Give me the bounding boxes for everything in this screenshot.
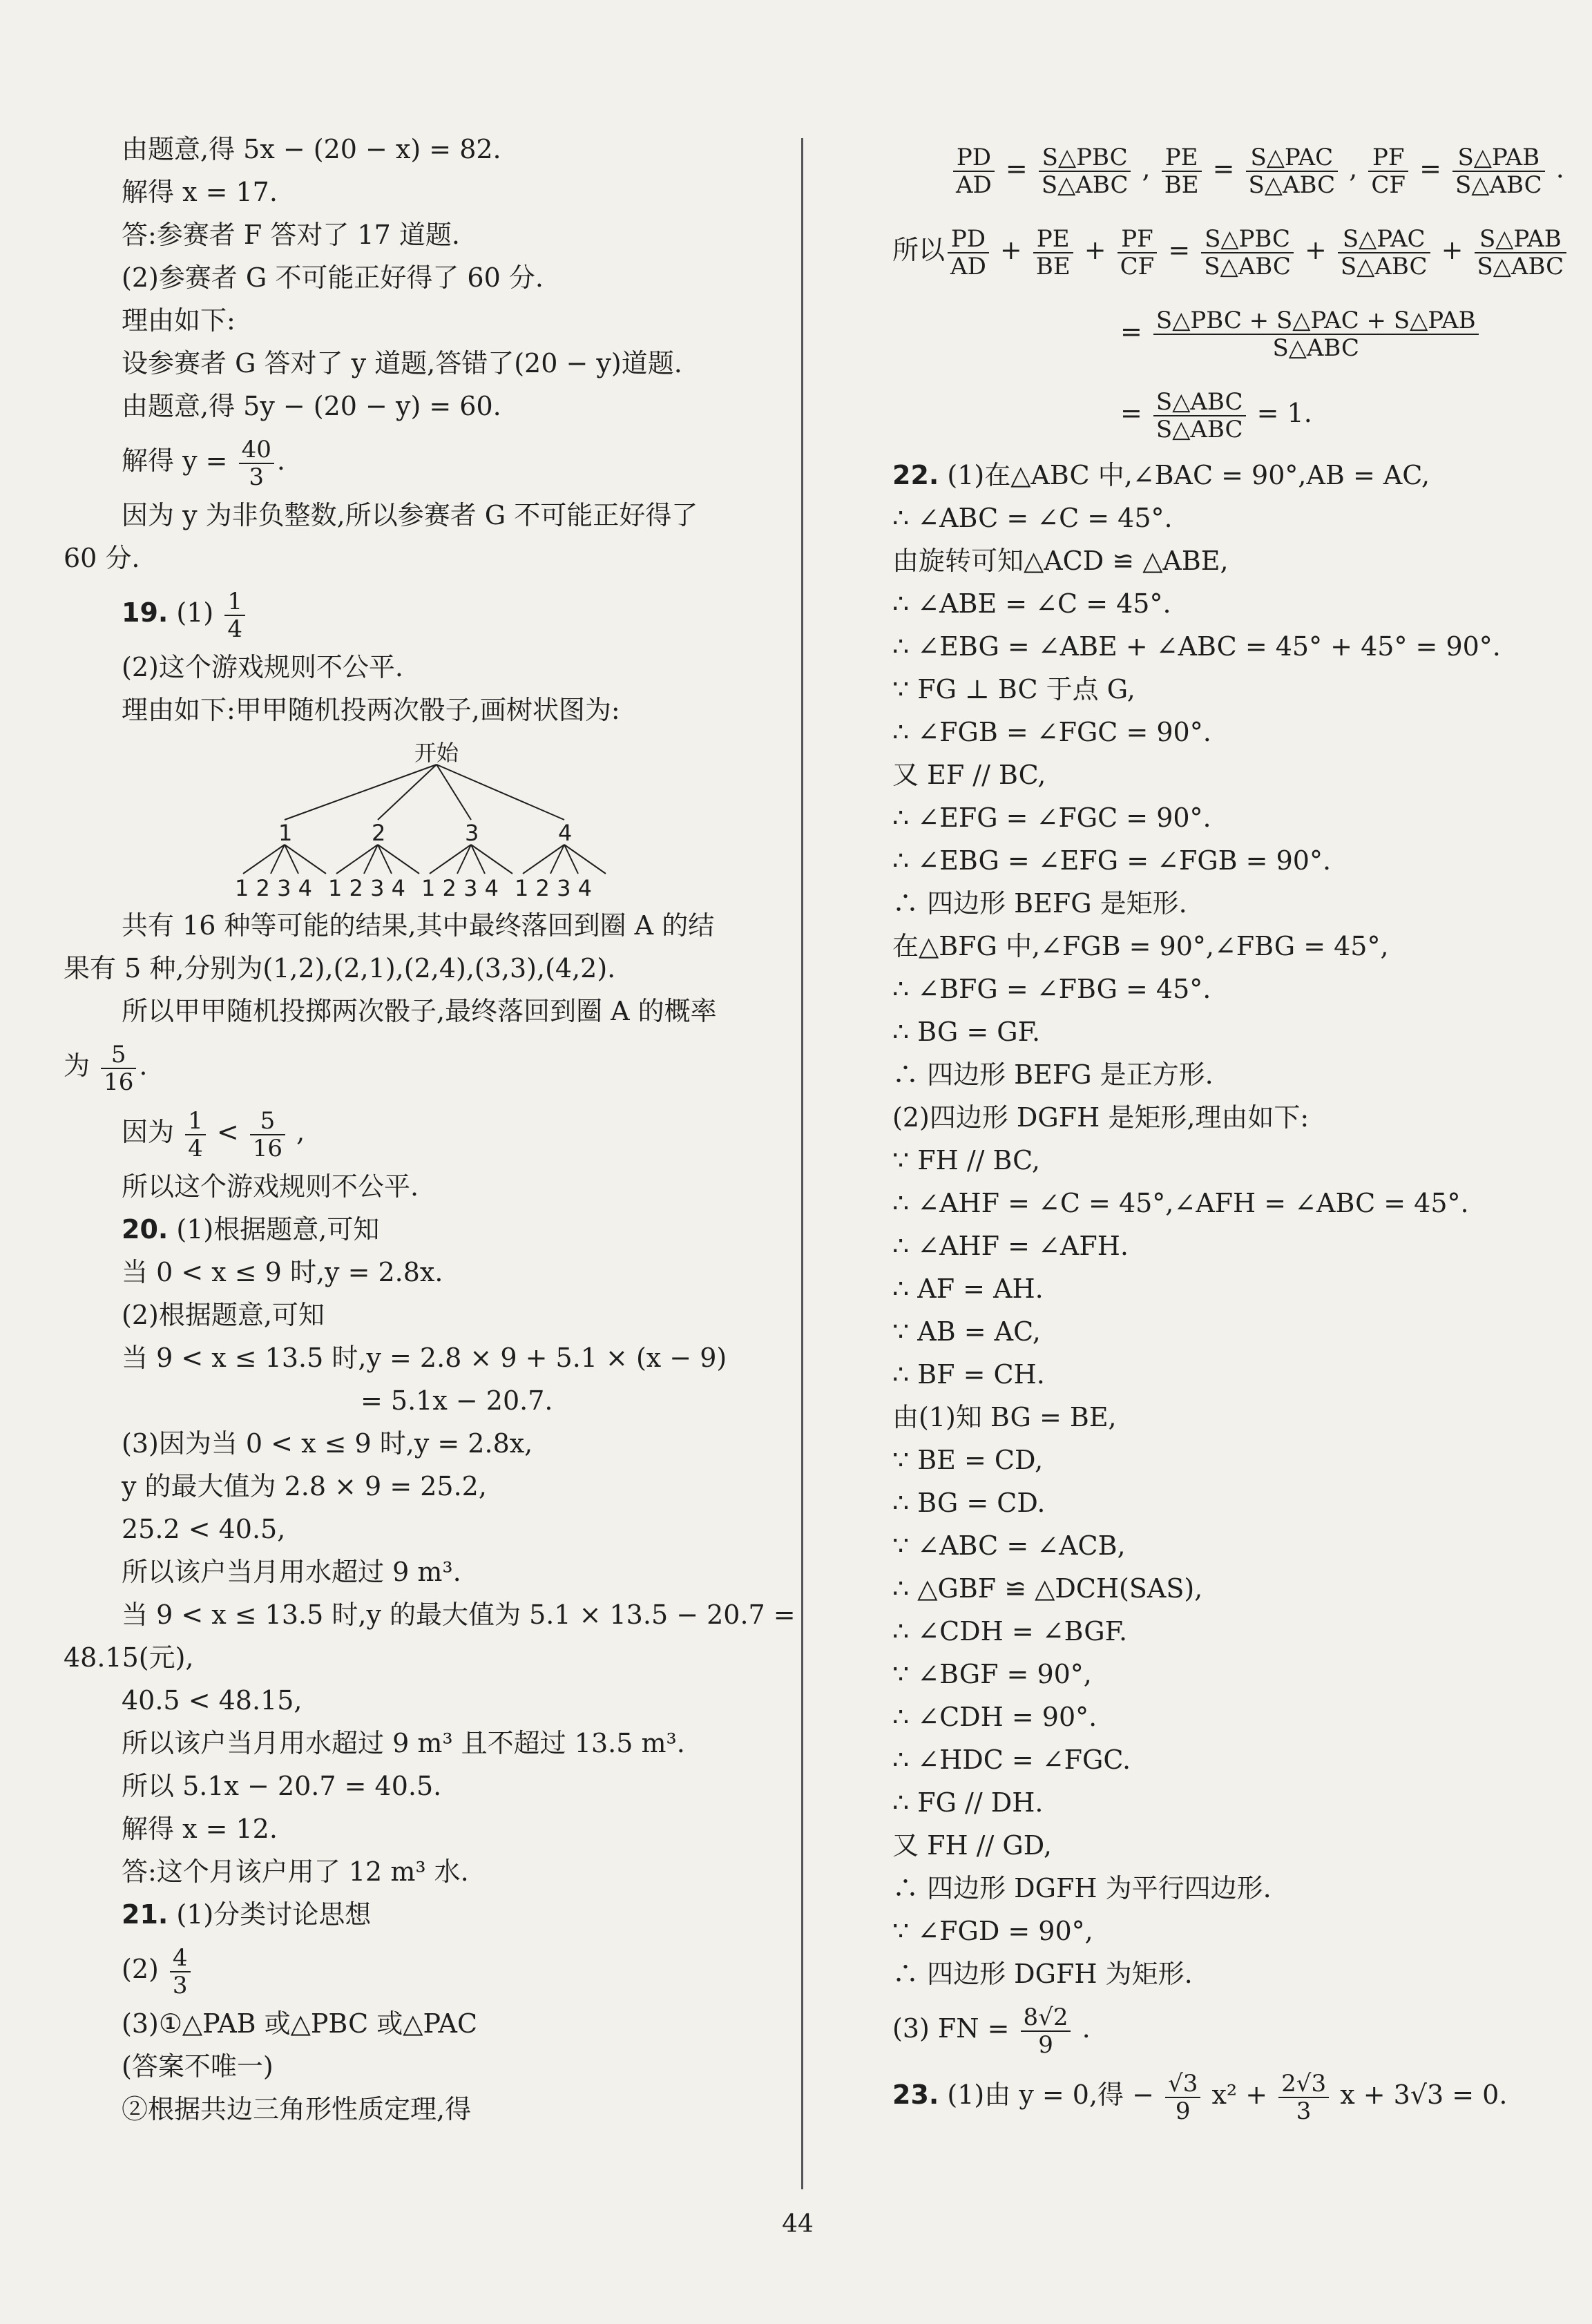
formula-operator: + xyxy=(1075,235,1115,265)
numerator: 40 xyxy=(239,436,274,464)
text-line: ∴ ∠BFG = ∠FBG = 45°. xyxy=(892,974,1211,1004)
text-line: 答:参赛者 F 答对了 17 道题. xyxy=(122,220,460,250)
fraction xyxy=(1201,226,1294,280)
denominator: AD xyxy=(950,252,986,280)
text-line: 又 EF // BC, xyxy=(892,760,1046,790)
tree-node-label: 4 xyxy=(558,820,573,846)
text-line: ∴ ∠FGB = ∠FGC = 90°. xyxy=(892,717,1211,747)
text-fragment: 所以 xyxy=(892,235,946,265)
numerator: 4 xyxy=(170,1945,191,1972)
text-line: (2)这个游戏规则不公平. xyxy=(122,652,403,682)
text-line: 当 9 < x ≤ 13.5 时,y 的最大值为 5.1 × 13.5 − 20.7 = xyxy=(122,1600,796,1630)
text-line: ∴ ∠ABC = ∠C = 45°. xyxy=(892,503,1173,533)
denominator: S△ABC xyxy=(1155,415,1243,443)
formula-fragment xyxy=(945,224,1569,280)
text-line: 理由如下:甲甲随机投两次骰子,画树状图为: xyxy=(122,695,620,725)
numerator: PD xyxy=(948,226,989,253)
text-fragment: 为 xyxy=(64,1050,90,1081)
tree-leaf-labels: 1 2 3 4 xyxy=(235,875,312,901)
fraction xyxy=(239,436,274,490)
text-fragment: (1)在△ABC 中,∠BAC = 90°,AB = AC, xyxy=(947,460,1430,490)
text-line: ∴ AF = AH. xyxy=(892,1274,1044,1304)
formula-operator: , xyxy=(1133,153,1159,184)
fraction xyxy=(250,1108,285,1162)
text-line: 在△BFG 中,∠FGB = 90°,∠FBG = 45°, xyxy=(892,931,1389,961)
text-line: 48.15(元), xyxy=(64,1642,194,1673)
text-line: 解得 x = 17. xyxy=(122,177,278,207)
numerator: S△PAB xyxy=(1475,226,1567,253)
text-line: ∴ ∠HDC = ∠FGC. xyxy=(892,1745,1131,1775)
tree-diagram xyxy=(222,731,651,904)
formula-line xyxy=(892,209,1564,291)
text-line: ∴ 四边形 DGFH 为平行四边形. xyxy=(892,1873,1272,1903)
text-line xyxy=(64,1099,796,1165)
numerator: PE xyxy=(1033,226,1073,253)
text-line: 所以甲甲随机投掷两次骰子,最终落回到圈 A 的概率 xyxy=(122,996,717,1026)
text-line: ∴ 四边形 DGFH 为矩形. xyxy=(892,1959,1193,1989)
denominator: S△ABC xyxy=(1455,171,1542,199)
formula-operator: = xyxy=(1204,153,1243,184)
fraction xyxy=(1153,307,1479,361)
fraction xyxy=(170,1945,191,1999)
text-line: ∵ ∠ABC = ∠ACB, xyxy=(892,1530,1126,1561)
denominator: S△ABC xyxy=(1340,252,1428,280)
denominator: 4 xyxy=(227,615,242,643)
text-line xyxy=(64,1936,796,2002)
text-line: 理由如下: xyxy=(122,305,236,336)
numerator: PE xyxy=(1162,144,1202,172)
text-line: ∴ 四边形 BEFG 是正方形. xyxy=(892,1059,1214,1090)
formula-line xyxy=(892,372,1548,454)
denominator: 16 xyxy=(104,1068,134,1096)
text-fragment: (1)根据题意,可知 xyxy=(176,1214,380,1245)
formula-operator: + xyxy=(1432,235,1472,265)
denominator: CF xyxy=(1120,252,1155,280)
text-line: ∴ BG = CD. xyxy=(892,1488,1046,1518)
text-line: ∴ ∠CDH = 90°. xyxy=(892,1702,1097,1732)
text-fragment: 解得 y = xyxy=(122,445,228,476)
denominator: S△ABC xyxy=(1477,252,1564,280)
numerator: S△ABC xyxy=(1153,389,1246,416)
column-divider xyxy=(801,138,803,2189)
numerator: 5 xyxy=(101,1041,136,1069)
denominator: S△ABC xyxy=(1272,334,1360,362)
text-line: 所以这个游戏规则不公平. xyxy=(122,1171,419,1202)
fraction xyxy=(953,144,995,198)
numerator: 1 xyxy=(224,588,245,616)
denominator: 9 xyxy=(1038,2030,1053,2059)
numerator: S△PAC xyxy=(1338,226,1430,253)
numerator: 1 xyxy=(185,1108,206,1135)
tree-node-label: 2 xyxy=(372,820,386,846)
formula-operator: , xyxy=(1341,153,1366,184)
numerator: 2√3 xyxy=(1278,2071,1329,2098)
denominator: 9 xyxy=(1175,2097,1191,2125)
text-fragment: (2) xyxy=(122,1954,159,1984)
text-line: (3)①△PAB 或△PBC 或△PAC xyxy=(122,2008,478,2039)
text-line: 当 0 < x ≤ 9 时,y = 2.8x. xyxy=(122,1257,443,1287)
text-line: 60 分. xyxy=(64,543,140,573)
text-line: 由题意,得 5y − (20 − y) = 60. xyxy=(122,391,501,421)
question-23-line xyxy=(892,2062,1548,2128)
text-line: 所以该户当月用水超过 9 m³. xyxy=(122,1557,461,1587)
text-line: (3)因为当 0 < x ≤ 9 时,y = 2.8x, xyxy=(122,1428,533,1459)
text-line: (2)参赛者 G 不可能正好得了 60 分. xyxy=(122,262,544,293)
text-line: 设参赛者 G 答对了 y 道题,答错了(20 − y)道题. xyxy=(122,348,682,378)
page-number: 44 xyxy=(782,2210,814,2238)
text-line: 答:这个月该户用了 12 m³ 水. xyxy=(122,1856,469,1887)
text-line: = 5.1x − 20.7. xyxy=(361,1385,553,1416)
question-number: 23. xyxy=(892,2080,939,2110)
text-line: 由旋转可知△ACD ≌ △ABE, xyxy=(892,546,1229,576)
numerator: S△PAB xyxy=(1452,144,1545,172)
text-line: 共有 16 种等可能的结果,其中最终落回到圈 A 的结 xyxy=(122,910,715,941)
denominator: AD xyxy=(956,171,992,199)
fraction xyxy=(1475,226,1567,280)
numerator: 5 xyxy=(250,1108,285,1135)
numerator: √3 xyxy=(1165,2071,1200,2098)
tree-node-label: 1 xyxy=(278,820,293,846)
formula-operator: + xyxy=(991,235,1030,265)
formula-line xyxy=(892,291,1548,372)
text-line: 解得 y = $\frac{40}{3}$ . xyxy=(122,435,285,491)
formula-operator: = xyxy=(1120,398,1151,428)
fraction xyxy=(185,1108,206,1162)
formula-operator: = xyxy=(1411,153,1450,184)
numerator: S△PBC xyxy=(1039,144,1131,172)
fraction xyxy=(1118,226,1158,280)
question-22-line xyxy=(892,454,1548,497)
tree-leaf-labels: 1 2 3 4 xyxy=(515,875,592,901)
question-number: 19. xyxy=(122,597,169,628)
text-fragment: (1)由 y = 0,得 − xyxy=(947,2080,1154,2110)
text-line: ∵ FG ⊥ BC 于点 G, xyxy=(892,674,1135,704)
fraction xyxy=(224,588,245,642)
question-20-line xyxy=(64,1208,796,1251)
fraction xyxy=(1165,2071,1200,2124)
numerator: S△PAC xyxy=(1246,144,1339,172)
denominator: S△ABC xyxy=(1041,171,1129,199)
denominator: BE xyxy=(1035,252,1071,280)
text-line: (答案不唯一) xyxy=(122,2051,274,2082)
text-line: 25.2 < 40.5, xyxy=(122,1514,286,1544)
formula-operator: = xyxy=(997,153,1036,184)
denominator: CF xyxy=(1371,171,1406,199)
numerator: S△PBC + S△PAC + S△PAB xyxy=(1153,307,1479,335)
formula-operator: = xyxy=(1160,235,1199,265)
text-line: 为 $\frac{5}{16}$ . xyxy=(64,1040,148,1096)
denominator: S△ABC xyxy=(1204,252,1291,280)
left-column xyxy=(64,128,796,2131)
fraction xyxy=(948,226,989,280)
text-line: 由题意,得 5x − (20 − x) = 82. xyxy=(122,134,501,164)
text-line: 又 FH // GD, xyxy=(892,1830,1052,1861)
text-line: (2)四边形 DGFH 是矩形,理由如下: xyxy=(892,1102,1310,1133)
fraction xyxy=(1452,144,1545,198)
numerator: PD xyxy=(953,144,995,172)
denominator: 16 xyxy=(252,1134,283,1162)
text-line: 由(1)知 BG = BE, xyxy=(892,1402,1117,1432)
text-fragment: x² + xyxy=(1211,2080,1268,2110)
numerator: PF xyxy=(1368,144,1408,172)
text-line: ∵ BE = CD, xyxy=(892,1445,1044,1475)
tree-root-label: 开始 xyxy=(414,740,459,766)
text-line: ∴ ∠ABE = ∠C = 45°. xyxy=(892,588,1171,619)
text-line: y 的最大值为 2.8 × 9 = 25.2, xyxy=(122,1471,487,1501)
text-line: ∴ FG // DH. xyxy=(892,1787,1044,1818)
text-line: ②根据共边三角形性质定理,得 xyxy=(122,2094,472,2124)
denominator: 3 xyxy=(1296,2097,1312,2125)
question-21-line xyxy=(64,1893,796,1936)
text-line: ∴ ∠CDH = ∠BGF. xyxy=(892,1616,1128,1646)
fraction xyxy=(1246,144,1339,198)
text-line: ∴ BF = CH. xyxy=(892,1359,1045,1390)
text-line: 果有 5 种,分别为(1,2),(2,1),(2,4),(3,3),(4,2). xyxy=(64,953,616,983)
fraction xyxy=(1162,144,1202,198)
formula-operator: = 1. xyxy=(1248,398,1312,428)
text-line: ∵ AB = AC, xyxy=(892,1316,1041,1347)
numerator: S△PBC xyxy=(1201,226,1294,253)
text-line: 当 9 < x ≤ 13.5 时,y = 2.8 × 9 + 5.1 × (x − 9) xyxy=(122,1343,727,1373)
question-number: 20. xyxy=(122,1214,169,1245)
question-number: 22. xyxy=(892,460,939,490)
text-line: ∴ △GBF ≌ △DCH(SAS), xyxy=(892,1573,1203,1604)
text-line: 所以该户当月用水超过 9 m³ 且不超过 13.5 m³. xyxy=(122,1728,685,1758)
text-line: ∵ ∠BGF = 90°, xyxy=(892,1659,1092,1689)
fraction xyxy=(1338,226,1430,280)
text-fragment: (1) xyxy=(176,597,214,628)
text-line: ∴ BG = GF. xyxy=(892,1017,1041,1047)
text-line: ∵ FH // BC, xyxy=(892,1145,1040,1175)
text-line: ∴ ∠AHF = ∠AFH. xyxy=(892,1231,1129,1261)
text-line: ∵ ∠FGD = 90°, xyxy=(892,1916,1093,1946)
text-line xyxy=(892,1995,1548,2062)
fraction xyxy=(1153,389,1246,443)
tree-node-label: 3 xyxy=(465,820,479,846)
tree-leaf-labels: 1 2 3 4 xyxy=(421,875,499,901)
text-fragment: , xyxy=(296,1117,305,1147)
denominator: 3 xyxy=(249,463,265,491)
fraction xyxy=(1021,2004,1071,2058)
fraction xyxy=(101,1041,136,1095)
denominator: 3 xyxy=(172,1971,188,1999)
fraction xyxy=(1278,2071,1329,2124)
right-column xyxy=(892,128,1564,2128)
text-line: 因为 y 为非负整数,所以参赛者 G 不可能正好得了 xyxy=(122,500,698,530)
formula-operator: + xyxy=(1296,235,1335,265)
numerator: 8√2 xyxy=(1021,2004,1071,2032)
text-fragment: x + 3√3 = 0. xyxy=(1340,2080,1508,2110)
fraction xyxy=(1033,226,1073,280)
denominator: BE xyxy=(1164,171,1199,199)
formula-line xyxy=(892,128,1564,209)
numerator: PF xyxy=(1118,226,1158,253)
text-line: ∴ ∠EFG = ∠FGC = 90°. xyxy=(892,803,1211,833)
fraction xyxy=(1039,144,1131,198)
denominator: S△ABC xyxy=(1248,171,1336,199)
text-fragment: (3) FN = xyxy=(892,2013,1010,2044)
formula-operator: = xyxy=(1120,316,1151,347)
denominator: 4 xyxy=(188,1134,203,1162)
text-line: 解得 x = 12. xyxy=(122,1814,278,1844)
text-line: 40.5 < 48.15, xyxy=(122,1685,303,1716)
tree-leaf-labels: 1 2 3 4 xyxy=(328,875,405,901)
fraction xyxy=(1368,144,1408,198)
text-line: 所以 5.1x − 20.7 = 40.5. xyxy=(122,1771,442,1801)
text-fragment: 因为 xyxy=(122,1117,175,1147)
text-fragment: . xyxy=(1082,2013,1091,2044)
question-19-line xyxy=(64,579,796,646)
question-number: 21. xyxy=(122,1899,169,1930)
text-fragment: (1)分类讨论思想 xyxy=(176,1899,372,1930)
text-fragment: < xyxy=(216,1117,239,1147)
formula-operator: . xyxy=(1547,153,1564,184)
text-line: ∴ 四边形 BEFG 是矩形. xyxy=(892,888,1187,919)
text-line: ∴ ∠AHF = ∠C = 45°,∠AFH = ∠ABC = 45°. xyxy=(892,1188,1469,1218)
text-line: ∴ ∠EBG = ∠ABE + ∠ABC = 45° + 45° = 90°. xyxy=(892,631,1501,662)
text-line: ∴ ∠EBG = ∠EFG = ∠FGB = 90°. xyxy=(892,845,1332,876)
text-line: (2)根据题意,可知 xyxy=(122,1300,325,1330)
